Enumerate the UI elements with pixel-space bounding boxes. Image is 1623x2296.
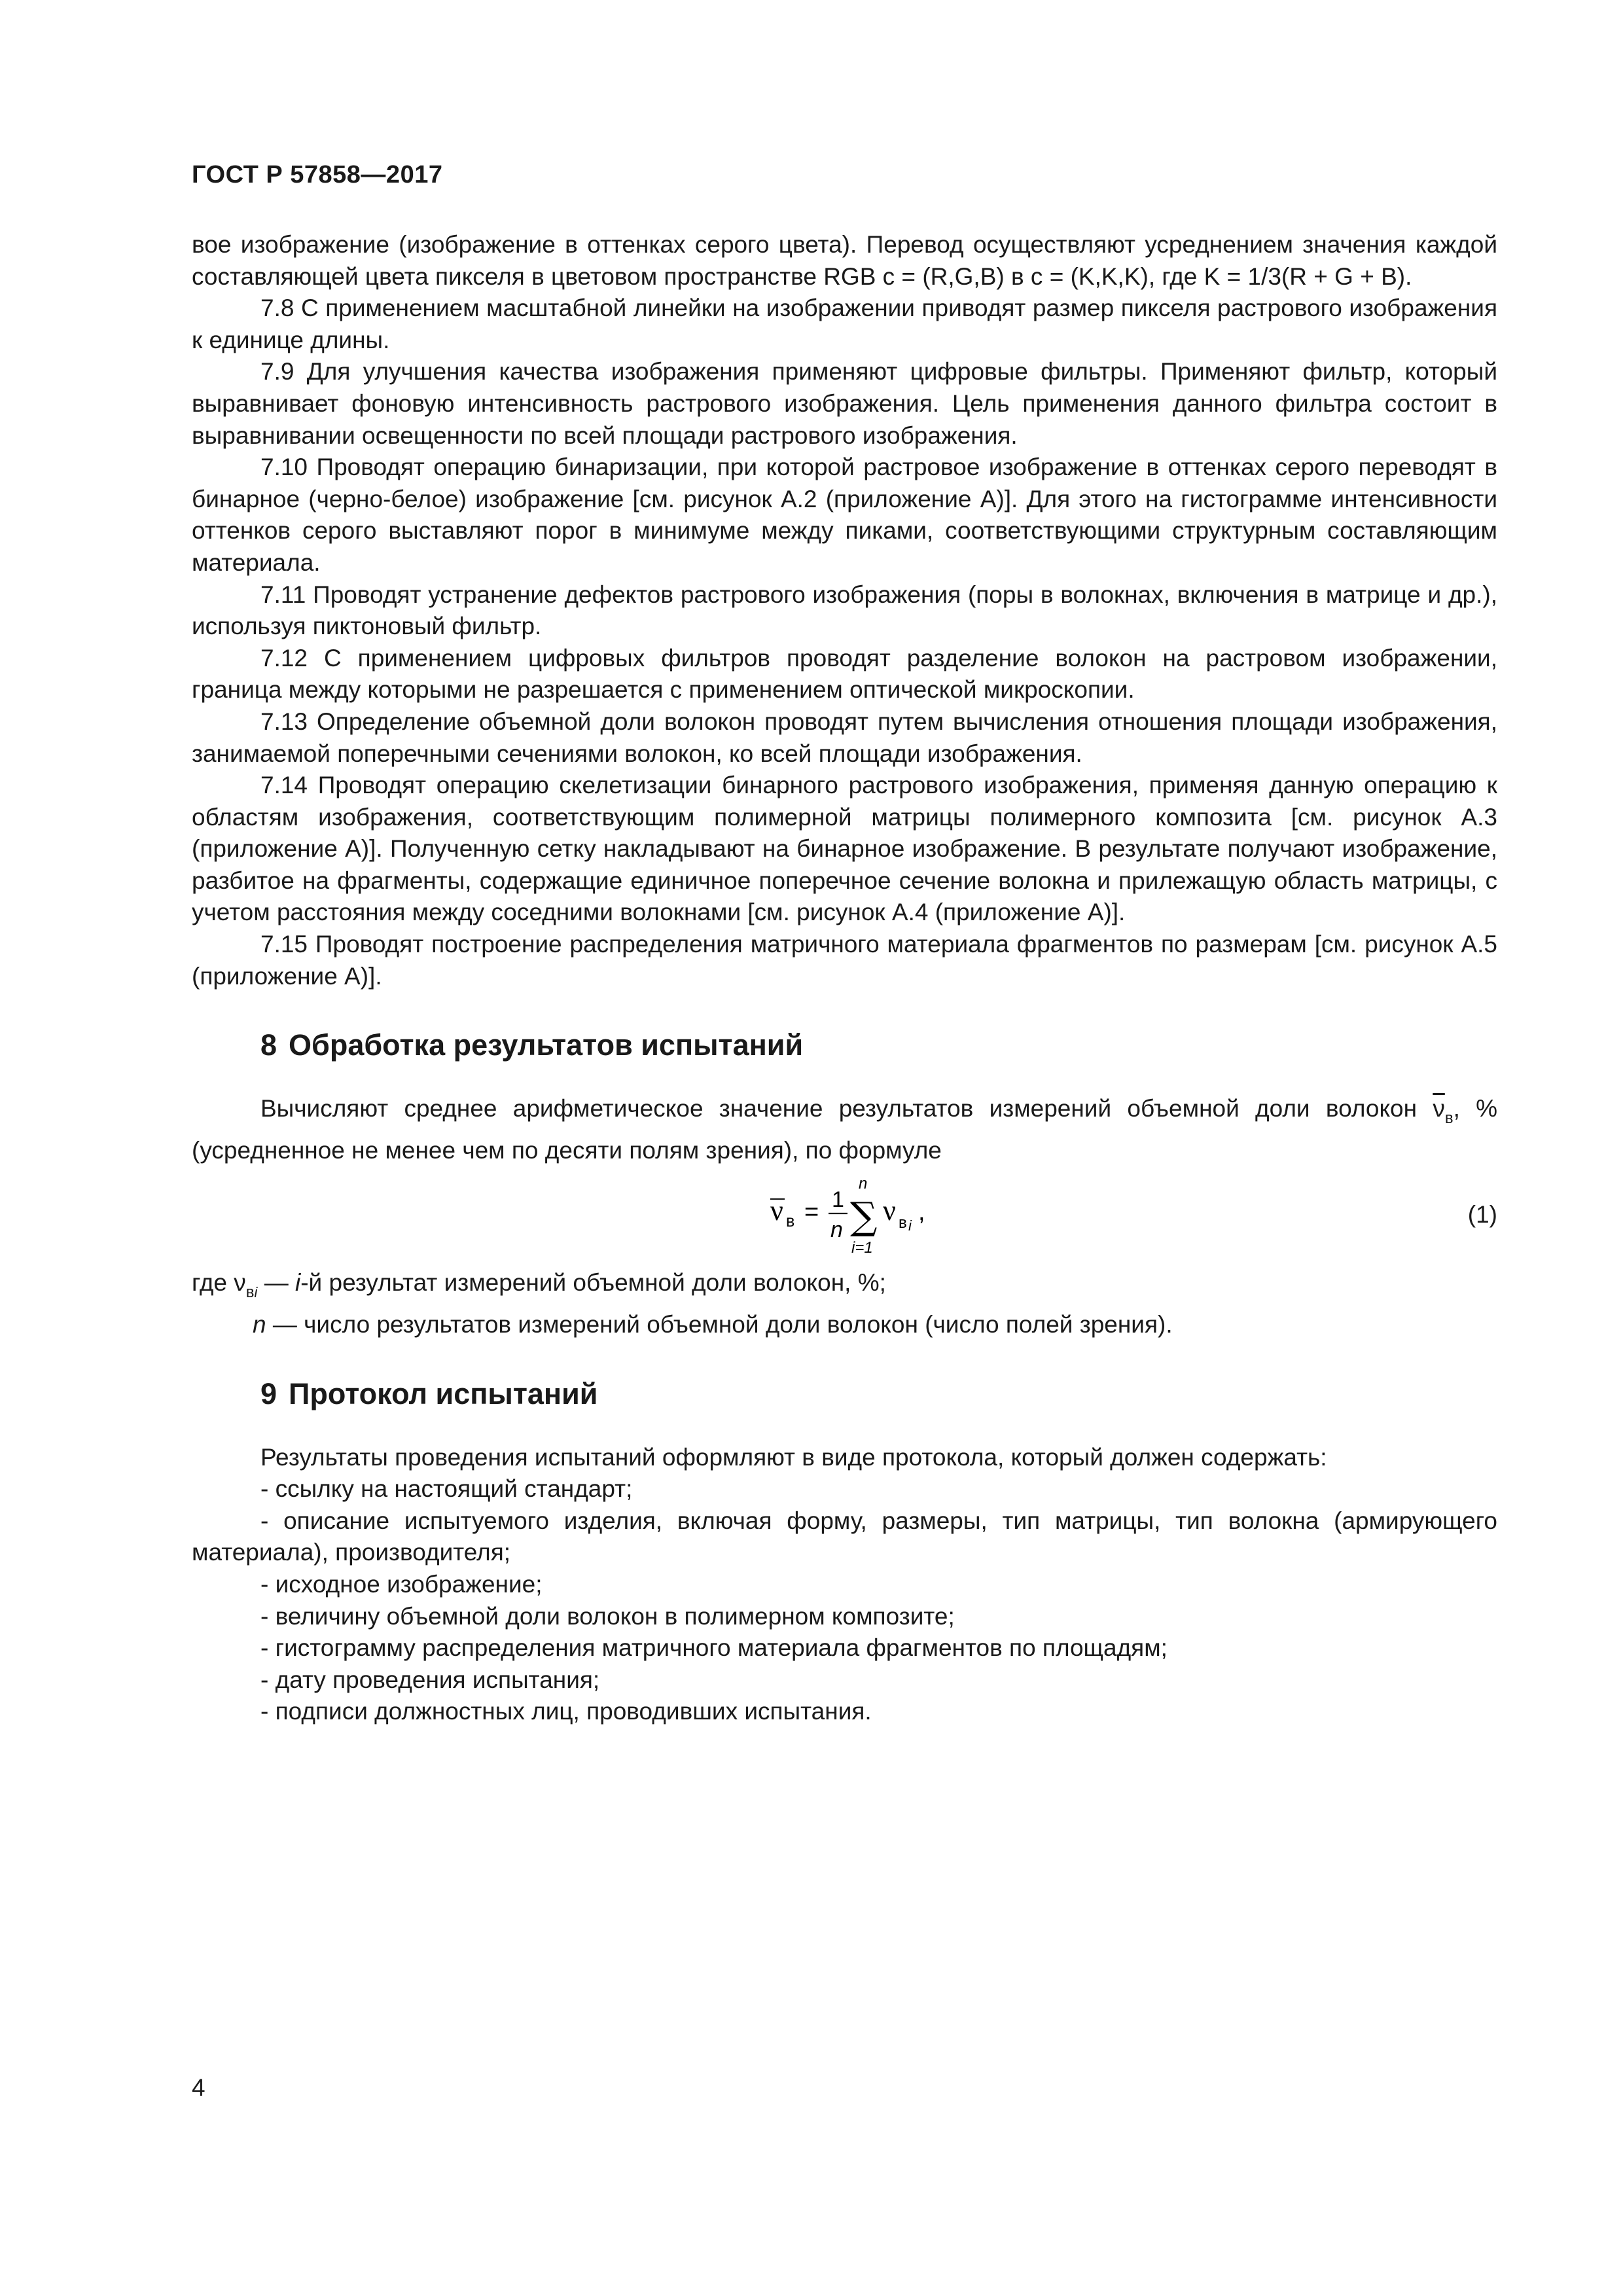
formula-lhs-subscript: в [786, 1212, 795, 1231]
mean-fiber-fraction-symbol: $\overline{\nu}$ [1433, 1095, 1445, 1122]
where-clause-1 [192, 1267, 1497, 1309]
where-symbol-nu: ν [234, 1269, 246, 1297]
paragraph-7-9: 7.9 Для улучшения качества изображения применяют цифровые фильтры. Применяют фильтр, который выравнивает фоновую интенсивность растрового изображения. Цель применения данного фильтра состоит в выравнивании освещенности по всей площади растрового изображения. [192, 358, 1497, 449]
where-clause-2 [192, 1309, 1497, 1341]
formula-term-index: i [908, 1217, 912, 1234]
formula-term: ν [883, 1194, 896, 1227]
section-8-intro [192, 1093, 1497, 1166]
where-symbol-sub-index: i [254, 1284, 258, 1301]
formula-term-subscript: в [899, 1214, 907, 1232]
paragraph-7-12: 7.12 С применением цифровых фильтров проводят разделение волокон на растровом изображении, граница между которыми не разрешается с применением оптической микроскопии. [192, 644, 1497, 704]
section-9-title: Протокол испытаний [289, 1376, 598, 1410]
where-italic-index: i [294, 1269, 301, 1297]
formula-equals: = [804, 1198, 819, 1227]
mean-fiber-fraction-subscript: в [1444, 1109, 1454, 1128]
paragraph-7-14: 7.14 Проводят операцию скелетизации бинарного растрового изображения, применяя данную операцию к областям изображения, соответствующим полимерной матрицы полимерного композита [см. рисунок А.3 (приложение А)]. Полученную сетку накладывают на бинарное изображение. В результате получают изображение, разбитое на фрагменты, содержащие единичное поперечное сечение волокна и прилежащую область матрицы, с учетом расстояния между соседними волокнами [см. рисунок А.4 (приложение А)]. [192, 772, 1497, 926]
paragraph-7-10: 7.10 Проводят операцию бинаризации, при которой растровое изображение в оттенках серого переводят в бинарное (черно-белое) изображение [см. рисунок А.2 (приложение А)]. Для этого на гистограмме интенсивности оттенков серого выставляют порог в минимуме между пиками, соответствующими структурным составляющим материала. [192, 454, 1497, 576]
paragraph-7-13: 7.13 Определение объемной доли волокон проводят путем вычисления отношения площади изображения, занимаемой поперечными сечениями волокон, ко всей площади изображения. [192, 708, 1497, 767]
formula-sum-sign: ∑ [850, 1194, 878, 1239]
formula-lhs: ν [770, 1194, 783, 1227]
where-prefix: где [192, 1269, 234, 1297]
page-number: 4 [192, 2074, 205, 2101]
formula-fraction-numerator: 1 [832, 1187, 844, 1213]
where-1-text: -й результат измерений объемной доли волокон, %; [300, 1269, 886, 1297]
paragraph-continuation: вое изображение (изображение в оттенках серого цвета). Перевод осуществляют усреднением значения каждой составляющей цвета пикселя в цветовом пространстве RGB с = (R,G,B) в с = (K,K,K), где K = 1/3(R + G + B). [192, 231, 1497, 290]
formula-1 [766, 1172, 936, 1263]
where-symbol-sub-letter: в [245, 1283, 255, 1302]
section-8-heading [260, 1026, 1497, 1064]
protocol-item: - описание испытуемого изделия, включая форму, размеры, тип матрицы, тип волокна (армирующего материала), производителя; [192, 1507, 1497, 1566]
protocol-item: - величину объемной доли волокон в полимерном композите; [260, 1602, 955, 1630]
protocol-item: - подписи должностных лиц, проводивших испытания. [260, 1698, 872, 1725]
formula-number: (1) [1467, 1201, 1497, 1229]
section-9-intro: Результаты проведения испытаний оформляют в виде протокола, который должен содержать: [260, 1443, 1327, 1471]
formula-row [192, 1172, 1497, 1263]
where-dash: — [257, 1269, 295, 1297]
protocol-item: - ссылку на настоящий стандарт; [260, 1475, 633, 1503]
paragraph-7-8: 7.8 С применением масштабной линейки на изображении приводят размер пикселя растрового изображения к единице длины. [192, 295, 1497, 353]
standard-header: ГОСТ Р 57858—2017 [192, 161, 443, 188]
where-2-text: — число результатов измерений объемной доли волокон (число полей зрения). [266, 1311, 1173, 1338]
section-9-number: 9 [260, 1376, 277, 1410]
section-9-heading [260, 1375, 1497, 1413]
paragraph-7-11: 7.11 Проводят устранение дефектов растрового изображения (поры в волокнах, включения в матрице и др.), используя пиктоновый фильтр. [192, 581, 1497, 640]
section-8-number: 8 [260, 1028, 277, 1062]
protocol-item: - исходное изображение; [260, 1571, 543, 1598]
where-symbol-n: n [253, 1311, 266, 1338]
formula-sum-lower-limit: i=1 [851, 1239, 873, 1257]
formula-sum-upper-limit: n [859, 1175, 868, 1193]
formula-tail: , [918, 1198, 925, 1227]
section-8-intro-text-b: , % (усредненное не менее чем по десяти полям зрения), по формуле [192, 1095, 1497, 1164]
section-8-title: Обработка результатов испытаний [289, 1028, 804, 1062]
formula-fraction-denominator: n [830, 1217, 843, 1243]
protocol-item: - дату проведения испытания; [260, 1666, 600, 1693]
protocol-item: - гистограмму распределения матричного материала фрагментов по площадям; [260, 1634, 1168, 1662]
document-body [192, 229, 1497, 1728]
paragraph-7-15: 7.15 Проводят построение распределения матричного материала фрагментов по размерам [см. рисунок А.5 (приложение А)]. [192, 931, 1497, 990]
section-8-intro-text-a: Вычисляют среднее арифметическое значение результатов измерений объемной доли волокон [260, 1095, 1433, 1122]
where-symbol-subscript [246, 1283, 258, 1301]
